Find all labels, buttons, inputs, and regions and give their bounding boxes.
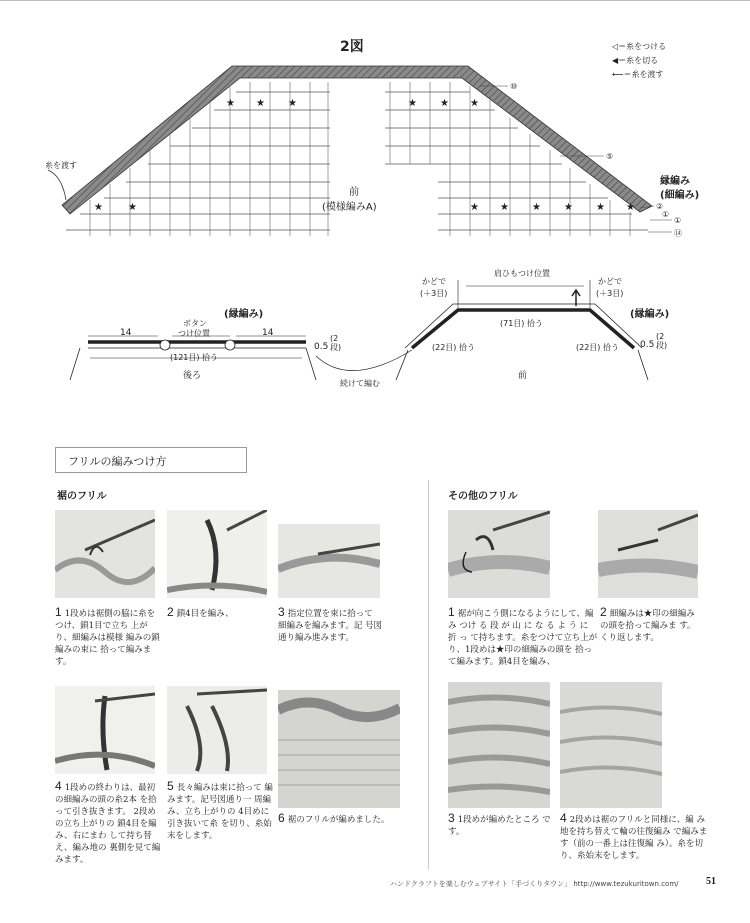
hem-step-4-photo xyxy=(55,686,155,774)
back-right-count: 14 xyxy=(262,328,274,338)
row-marker-5: ⑤ xyxy=(606,152,614,161)
back-left-count: 14 xyxy=(120,328,132,338)
hem-title: 裾のフリル xyxy=(57,491,107,502)
edge-sublabel: (細編み) xyxy=(660,190,700,201)
row-marker-1b: ① xyxy=(662,210,670,219)
footer-text: ハンドクラフトを楽しむウェブサイト「手づくりタウン」 http://www.tezukuritown.com/ xyxy=(390,880,679,888)
svg-text:★: ★ xyxy=(596,202,605,213)
button-label-2: つけ位置 xyxy=(178,329,210,338)
row-marker-10: ⑩ xyxy=(510,82,518,91)
legend-attach: ◁＝糸をつける xyxy=(612,42,667,51)
other-title: その他のフリル xyxy=(448,491,518,502)
corner-right-count: (＋3目) xyxy=(596,289,624,298)
back-rows: (2段) xyxy=(330,334,342,352)
carry-yarn-line xyxy=(48,170,66,200)
hem-step-4-caption: 4 1段めの終わりは、最初 の細編みの頭の糸2本 を拾って引き抜きます。 2段めの立ち上がりの 鎖4目を編み、右にまわ して持ち替え、編み地の 裏側を見て編みます。 xyxy=(55,779,161,865)
column-divider xyxy=(428,480,429,870)
hem-step-3-caption: 3 指定位置を束に拾って 細編みを編みます。記 号図通り編み進みます。 xyxy=(278,605,383,643)
other-step-1-photo xyxy=(448,510,550,598)
front-edge-label: (縁編み) xyxy=(630,309,670,320)
front-left-pickup: (22目) 拾う xyxy=(432,343,475,352)
front-center-pickup: (71目) 拾う xyxy=(500,319,543,328)
svg-text:★: ★ xyxy=(564,202,573,213)
front-pattern-label: (模様編みA) xyxy=(322,202,377,213)
page-number: 51 xyxy=(706,876,716,887)
svg-text:★: ★ xyxy=(470,98,479,109)
front-schematic-label: 前 xyxy=(518,371,528,381)
svg-text:★: ★ xyxy=(288,98,297,109)
other-step-2-caption: 2 細編みは★印の細編み の頭を拾って編みま す。くり返します。 xyxy=(600,605,696,643)
carry-arrow-icon: ⟵ xyxy=(612,70,624,79)
front-rows: (2段) xyxy=(656,332,668,350)
front-label: 前 xyxy=(349,187,359,198)
row-marker-1: ① xyxy=(674,216,682,225)
hem-step-3-photo xyxy=(278,524,380,598)
back-pickup: (121目) 拾う xyxy=(170,353,219,362)
svg-text:★: ★ xyxy=(408,98,417,109)
other-step-3-photo xyxy=(448,682,550,808)
other-step-3-caption: 3 1段めが編めたところ です。 xyxy=(448,811,551,837)
hem-step-6-caption: 6 裾のフリルが編めました。 xyxy=(278,811,390,825)
corner-left-count: (＋3目) xyxy=(420,289,448,298)
legend-cut: ◀＝糸を切る xyxy=(612,56,659,65)
attach-icon: ◁ xyxy=(612,42,619,51)
figure-title: 2図 xyxy=(340,39,364,55)
hem-step-5-caption: 5 長々編みは束に拾って 編みます。記号図通り一 周編み、立ち上がりの 4目めに引き抜いて糸 を切り、糸始末をします。 xyxy=(167,779,273,841)
row-marker-14: ⑭ xyxy=(674,229,682,238)
button-label-1: ボタン xyxy=(183,319,207,328)
other-step-4-photo xyxy=(560,682,662,808)
edge-label: 縁編み xyxy=(660,176,690,187)
legend-carry: ⟵＝糸を渡す xyxy=(612,70,664,79)
other-step-2-photo xyxy=(598,510,698,598)
continue-label: 続けて編む xyxy=(340,379,380,388)
front-depth: 0.5 xyxy=(640,340,655,350)
back-depth: 0.5 xyxy=(314,342,329,352)
hem-step-2-photo xyxy=(167,510,267,598)
svg-text:★: ★ xyxy=(500,202,509,213)
front-right-pickup: (22目) 拾う xyxy=(576,343,619,352)
other-step-1-caption: 1 裾が向こう側になるようにして、編 み つけ る 段 が 山 に な る よ う に 折 っ て持ちます。糸をつけて立ち上が り、1段めは★印の細編みの頭を 拾って編みます。鎖4目を編み、 xyxy=(448,605,598,667)
hem-step-1-caption: 1 1段めは裾側の脇に糸を つけ、鎖1目で立ち 上がり、細編みは模様 編みの鎖編みの束に 拾って編みます。 xyxy=(55,605,160,667)
svg-text:★: ★ xyxy=(470,202,479,213)
svg-text:★: ★ xyxy=(128,202,137,213)
row-marker-2: ② xyxy=(656,202,664,211)
left-panel-stitches xyxy=(66,92,330,230)
svg-text:★: ★ xyxy=(256,98,265,109)
corner-left-label: かどで xyxy=(422,277,446,286)
svg-text:★: ★ xyxy=(626,202,635,213)
hem-step-1-photo xyxy=(55,510,155,598)
carry-yarn-label: 糸を渡す xyxy=(45,161,77,170)
back-label: 後ろ xyxy=(183,371,202,381)
hem-step-2-caption: 2 鎖4目を編み、 xyxy=(167,605,234,619)
svg-text:★: ★ xyxy=(532,202,541,213)
hem-step-5-photo xyxy=(167,686,267,774)
section-title: フリルの編みつけ方 xyxy=(55,447,247,473)
cut-icon: ◀ xyxy=(612,56,619,65)
continue-curve xyxy=(316,350,412,371)
other-step-4-caption: 4 2段めは裾のフリルと同様に、編 み地を持ち替えて輪の往復編み で編みます（前の一番上は往復編 み）。糸を切り、糸始末をします。 xyxy=(560,811,708,861)
button-marker-right xyxy=(225,340,235,350)
svg-text:★: ★ xyxy=(440,98,449,109)
button-marker-left xyxy=(160,340,170,350)
svg-text:★: ★ xyxy=(94,202,103,213)
hem-step-6-photo xyxy=(278,690,400,808)
svg-text:★: ★ xyxy=(226,98,235,109)
corner-right-label: かどで xyxy=(598,277,622,286)
strap-label: 肩ひもつけ位置 xyxy=(494,269,550,278)
back-edge-label: (縁編み) xyxy=(224,309,264,320)
